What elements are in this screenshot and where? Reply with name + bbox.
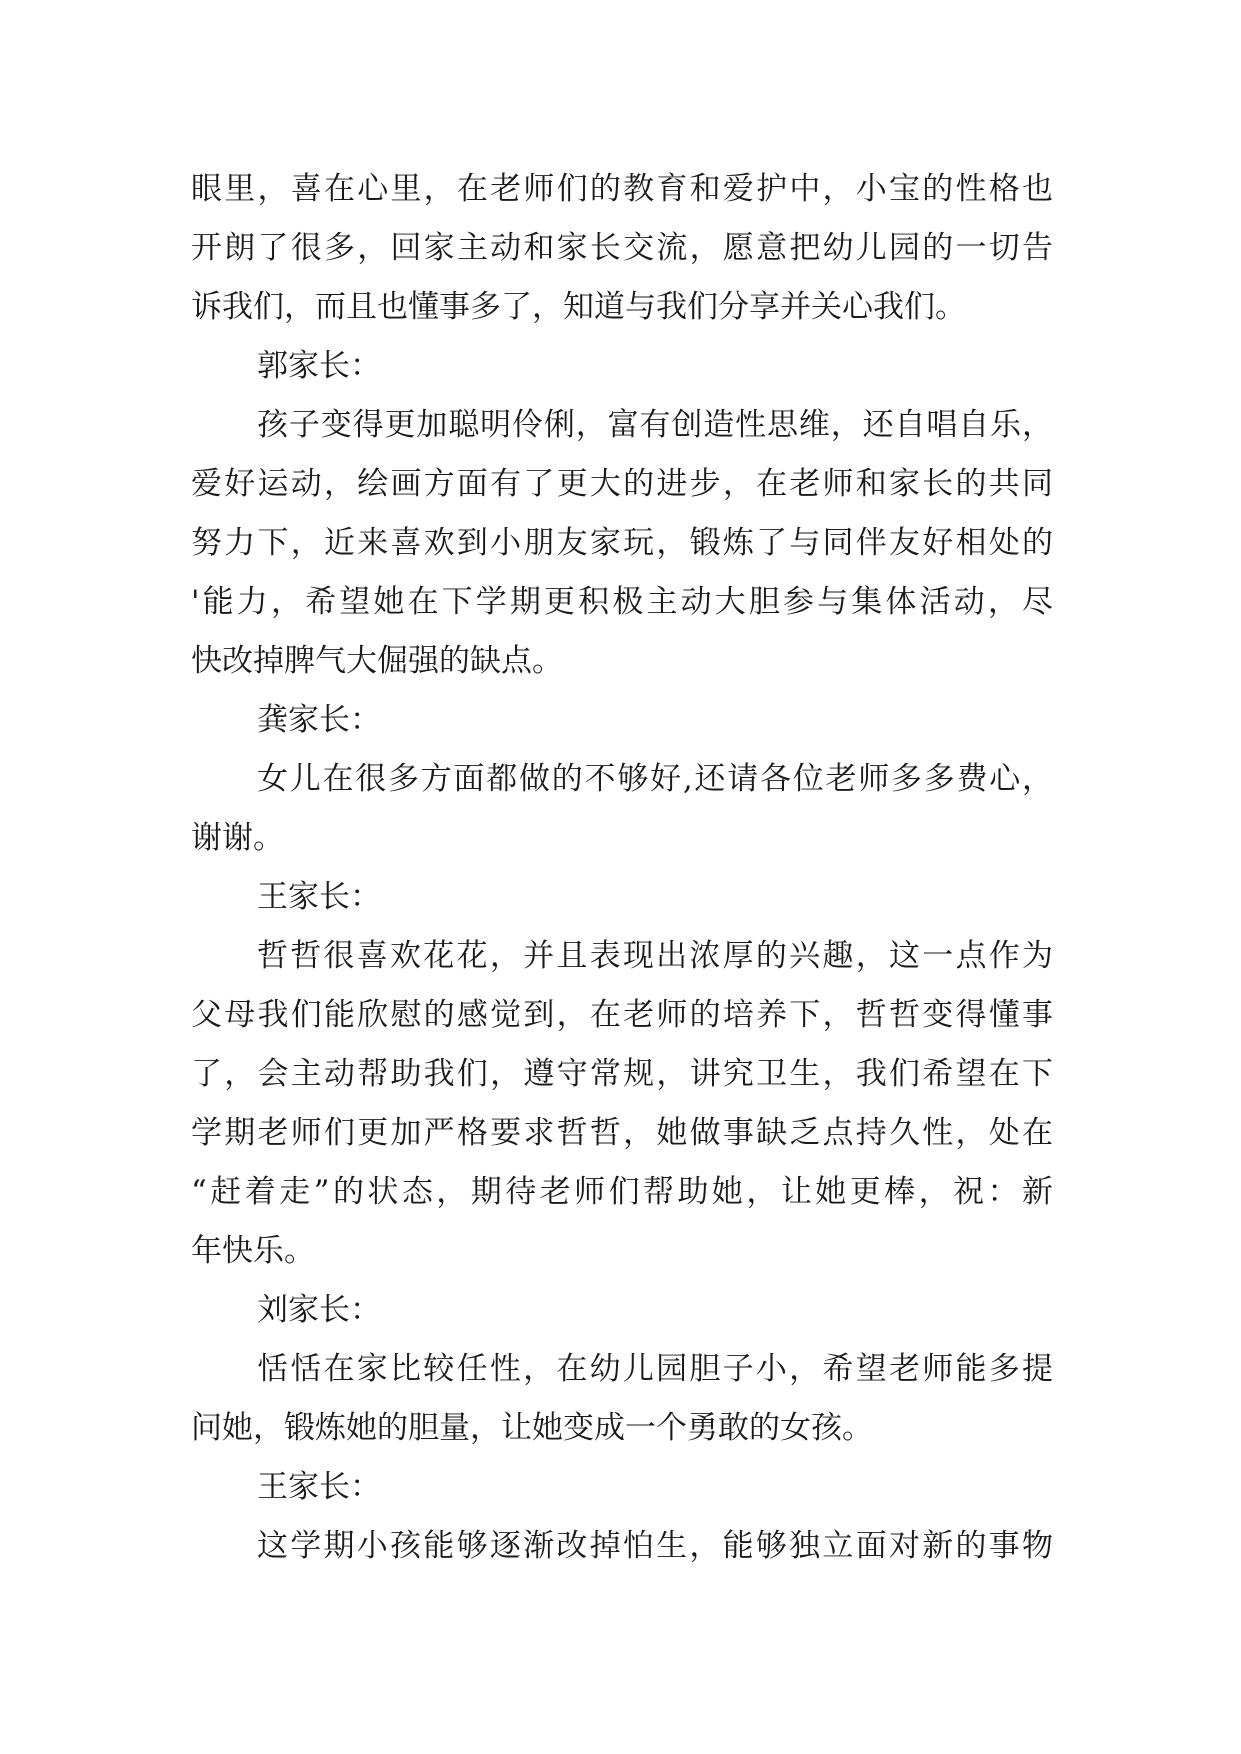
paragraph-line: 诉我们，而且也懂事多了，知道与我们分享并关心我们。 bbox=[191, 289, 966, 325]
paragraph-line: 年快乐。 bbox=[191, 1233, 315, 1269]
paragraph-line: 学期老师们更加严格要求哲哲，她做事缺乏点持久性，处在 bbox=[191, 1115, 1053, 1151]
speaker-label: 郭家长： bbox=[257, 348, 381, 384]
paragraph-line: 爱好运动，绘画方面有了更大的进步，在老师和家长的共同 bbox=[191, 466, 1053, 502]
speaker-label: 王家长： bbox=[257, 879, 381, 915]
paragraph-line: 恬恬在家比较任性，在幼儿园胆子小，希望老师能多提 bbox=[257, 1351, 1053, 1387]
paragraph-line: 开朗了很多，回家主动和家长交流，愿意把幼儿园的一切告 bbox=[191, 230, 1053, 266]
paragraph-line: 女儿在很多方面都做的不够好,还请各位老师多多费心， bbox=[257, 761, 1053, 797]
paragraph-line: 父母我们能欣慰的感觉到，在老师的培养下，哲哲变得懂事 bbox=[191, 997, 1053, 1033]
paragraph-line: 谢谢。 bbox=[191, 820, 284, 856]
speaker-label: 刘家长： bbox=[257, 1292, 381, 1328]
paragraph-line: 快改掉脾气大倔强的缺点。 bbox=[191, 643, 563, 679]
paragraph-line: 努力下，近来喜欢到小朋友家玩，锻炼了与同伴友好相处的 bbox=[191, 525, 1053, 561]
document-body bbox=[191, 160, 1053, 1576]
paragraph-line: 哲哲很喜欢花花，并且表现出浓厚的兴趣，这一点作为 bbox=[257, 938, 1053, 974]
paragraph-line: 问她，锻炼她的胆量，让她变成一个勇敢的女孩。 bbox=[191, 1410, 873, 1446]
paragraph-line: 这学期小孩能够逐渐改掉怕生，能够独立面对新的事物 bbox=[257, 1528, 1053, 1564]
paragraph-line: 孩子变得更加聪明伶俐，富有创造性思维，还自唱自乐， bbox=[257, 407, 1053, 443]
paragraph-line: 眼里，喜在心里，在老师们的教育和爱护中，小宝的性格也 bbox=[191, 171, 1053, 207]
paragraph-line: '能力，希望她在下学期更积极主动大胆参与集体活动，尽 bbox=[191, 584, 1053, 620]
speaker-label: 龚家长： bbox=[257, 702, 381, 738]
paragraph-line: 了，会主动帮助我们，遵守常规，讲究卫生，我们希望在下 bbox=[191, 1056, 1053, 1092]
paragraph-line: “赶着走”的状态，期待老师们帮助她，让她更棒，祝：新 bbox=[191, 1174, 1053, 1210]
speaker-label: 王家长： bbox=[257, 1469, 381, 1505]
